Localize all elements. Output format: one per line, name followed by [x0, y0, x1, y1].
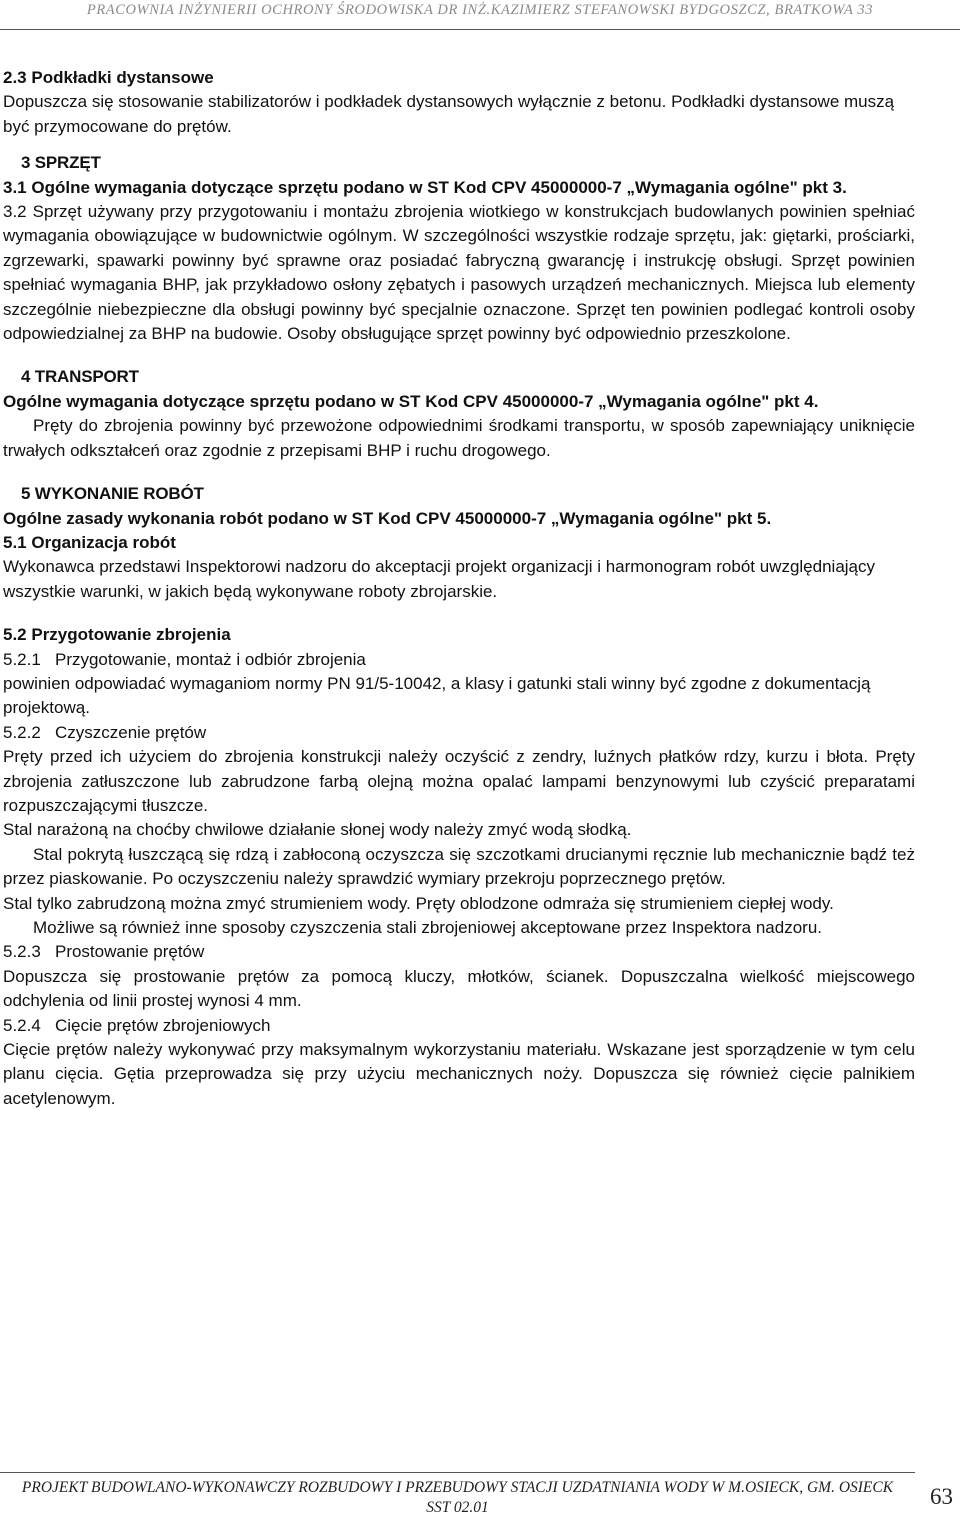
running-header: PRACOWNIA INŻYNIERII OCHRONY ŚRODOWISKA DR INŻ.KAZIMIERZ STEFANOWSKI BYDGOSZCZ, BRATKOWA 33	[86, 2, 874, 18]
page-number: 63	[930, 1484, 953, 1509]
section-2-3-text: Dopuszcza się stosowanie stabilizatorów i podkładek dystansowych wyłącznie z betonu. Podkładki dystansowe muszą być przymocowane do prętów.	[3, 92, 895, 136]
section-5-2-title: 5.2 Przygotowanie zbrojenia	[3, 625, 231, 645]
section-5-general: Ogólne zasady wykonania robót podano w ST Kod CPV 45000000-7 „Wymagania ogólne" pkt 5.	[3, 508, 772, 528]
section-4-title: 4 TRANSPORT	[21, 367, 139, 387]
footer-rule	[0, 1472, 915, 1473]
section-5-2-2-paragraph: Stal narażoną na choćby chwilowe działanie słonej wody należy zmyć wodą słodką.	[3, 820, 632, 840]
document-body	[3, 66, 915, 1111]
section-5-1-title: 5.1 Organizacja robót	[3, 532, 176, 552]
header-rule	[0, 29, 960, 30]
section-5-2-3-title: 5.2.3 Prostowanie prętów	[3, 942, 205, 962]
section-5-2-4-title: 5.2.4 Cięcie prętów zbrojeniowych	[3, 1015, 271, 1035]
section-5-2-3-text: Dopuszcza się prostowanie prętów za pomocą kluczy, młotków, ścianek. Dopuszczalna wielkość miejscowego odchylenia od linii prostej wynosi 4 mm.	[3, 966, 915, 1011]
section-5-2-1-text: powinien odpowiadać wymaganiom normy PN 91/5-10042, a klasy i gatunki stali winny być zgodne z dokumentacją projektową.	[3, 673, 871, 718]
section-3-title: 3 SPRZĘT	[21, 153, 101, 173]
section-3-1-title: 3.1 Ogólne wymagania dotyczące sprzętu podano w ST Kod CPV 45000000-7 „Wymagania ogólne" pkt 3.	[3, 177, 847, 197]
section-5-2-2-paragraph: Pręty przed ich użyciem do zbrojenia konstrukcji należy oczyścić z zendry, luźnych płatków rdzy, kurzu i błota. Pręty zbrojenia zatłuszczone lub zabrudzone farbą olejną można opalać lampami benzynowymi lub czyścić preparatami rozpuszczającymi tłuszcze.	[3, 747, 915, 815]
section-3-2-text: 3.2 Sprzęt używany przy przygotowaniu i montażu zbrojenia wiotkiego w konstrukcjach budowlanych powinien spełniać wymagania obowiązujące w budownictwie ogólnym. W szczególności wszystkie rodzaje sprzętu, jak: giętarki, prościarki, zgrzewarki, spawarki powinny być sprawne oraz posiadać fabryczną gwarancję i instrukcję obsługi. Sprzęt powinien spełniać wymagania BHP, jak przykładowo osłony zębatych i pasowych urządzeń mechanicznych. Miejsca lub elementy szczególnie niebezpieczne dla obsługi powinny być specjalnie oznaczone. Sprzęt ten powinien podlegać kontroli osoby odpowiedzialnej za BHP na budowie. Osoby obsługujące sprzęt powinny być odpowiednio przeszkolone.	[3, 202, 915, 344]
footer-project-title: PROJEKT BUDOWLANO-WYKONAWCZY ROZBUDOWY I PRZEBUDOWY STACJI UZDATNIANIA WODY W M.OSIECK, GM. OSIECK	[21, 1479, 894, 1496]
section-5-2-4-text: Cięcie prętów należy wykonywać przy maksymalnym wykorzystaniu materiału. Wskazane jest sporządzenie w tym celu planu cięcia. Gętia przeprowadza się przy użyciu mechanicznych noży. Dopuszcza się również cięcie palnikiem acetylenowym.	[3, 1040, 915, 1108]
section-5-2-2-paragraph: Stal pokrytą łuszczącą się rdzą i zabłoconą oczyszcza się szczotkami drucianymi ręcznie lub mechanicznie bądź też przez piaskowanie. Po oczyszczeniu należy sprawdzić wymiary przekroju poprzecznego prętów.	[3, 844, 915, 889]
section-5-2-2-paragraph: Stal tylko zabrudzoną można zmyć strumieniem wody. Pręty oblodzone odmraża się strumieniem ciepłej wody.	[3, 893, 834, 913]
running-footer	[0, 1478, 915, 1518]
section-5-2-2-paragraph: Możliwe są również inne sposoby czyszczenia stali zbrojeniowej akceptowane przez Inspektora nadzoru.	[33, 918, 823, 937]
section-4-text: Pręty do zbrojenia powinny być przewożone odpowiednimi środkami transportu, w sposób zapewniający uniknięcie trwałych odkształceń oraz zgodnie z przepisami BHP i ruchu drogowego.	[3, 416, 915, 460]
section-5-title: 5 WYKONANIE ROBÓT	[21, 484, 204, 504]
section-5-2-1-title: 5.2.1 Przygotowanie, montaż i odbiór zbrojenia	[3, 649, 366, 669]
section-2-3-title: 2.3 Podkładki dystansowe	[3, 68, 214, 87]
section-5-1-text: Wykonawca przedstawi Inspektorowi nadzoru do akceptacji projekt organizacji i harmonogram robót uwzględniający wszystkie warunki, w jakich będą wykonywane roboty zbrojarskie.	[3, 557, 876, 601]
section-5-2-2-title: 5.2.2 Czyszczenie prętów	[3, 722, 207, 742]
section-4-general: Ogólne wymagania dotyczące sprzętu podano w ST Kod CPV 45000000-7 „Wymagania ogólne" pkt 4.	[3, 391, 819, 411]
footer-spec-code: SST 02.01	[426, 1499, 489, 1516]
